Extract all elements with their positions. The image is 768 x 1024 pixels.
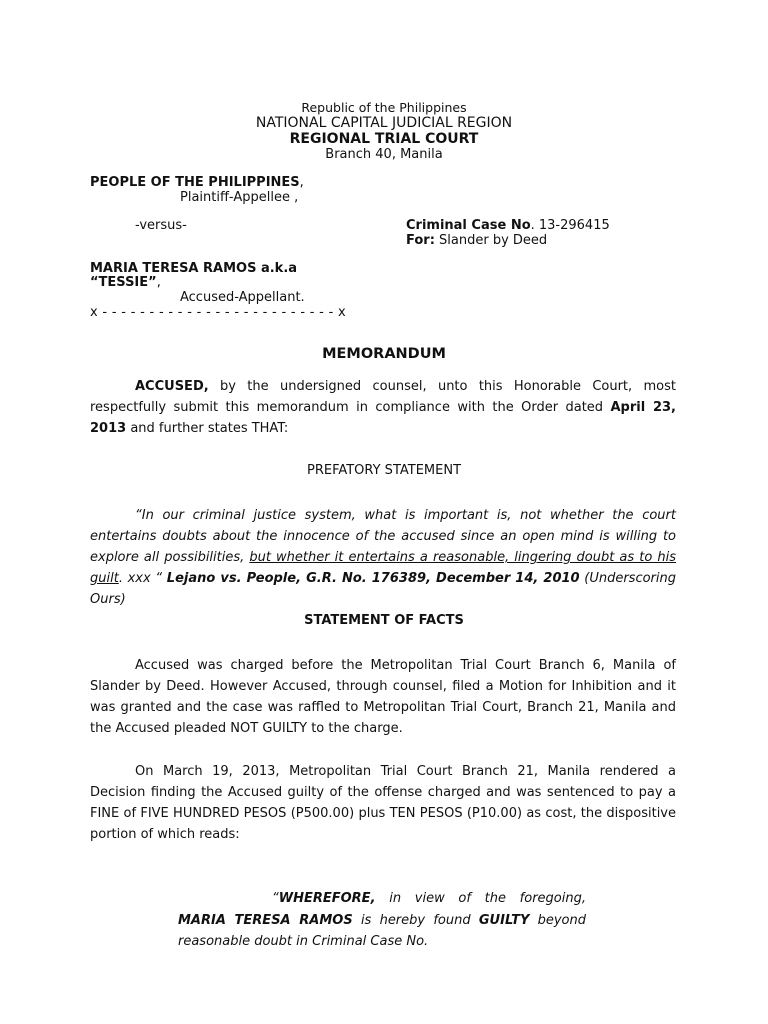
dispositive-text-1: in view of the foregoing, (375, 891, 586, 906)
intro-text-1: by the undersigned counsel, unto this Honorable Court, most respectfully submit this memorandum in compliance with the Order dated (90, 379, 676, 415)
branch-line: Branch 40, Manila (325, 147, 443, 162)
dispositive-quote (178, 888, 586, 953)
prefatory-quote (90, 505, 676, 610)
case-for-line (406, 233, 547, 249)
case-citation: Lejano vs. People, G.R. No. 176389, December 14, 2010 (166, 571, 580, 586)
intro-text-2: and further states THAT: (126, 421, 289, 436)
case-for-value: Slander by Deed (439, 233, 548, 248)
caption-separator: x - - - - - - - - - - - - - - - - - - - - - - - - - x (90, 305, 346, 320)
region-line: NATIONAL CAPITAL JUDICIAL REGION (255, 115, 513, 131)
accused-role: Accused-Appellant. (180, 290, 305, 305)
accused-comma: , (156, 275, 161, 290)
case-number-line (406, 218, 610, 234)
dispositive-open-quote: “ (272, 891, 279, 906)
document-title: MEMORANDUM (322, 346, 446, 362)
plaintiff-role: Plaintiff-Appellee , (180, 190, 299, 205)
plaintiff-name-line (90, 175, 304, 191)
prefatory-heading: PREFATORY STATEMENT (306, 463, 462, 478)
case-number-label: Criminal Case No (406, 218, 531, 233)
case-number-value: . 13-296415 (530, 218, 610, 233)
guilty-verdict: GUILTY (478, 912, 530, 928)
order-date: April 23, 2013 (90, 400, 677, 436)
facts-paragraph-2: On March 19, 2013, Metropolitan Trial Court Branch 21, Manila rendered a Decision finding the Accused guilty of the offense charged and was sentenced to pay a FINE of FIVE HUNDRED PESOS (P500.00) plus TEN PESOS (P10.00) as cost, the dispositive portion of which reads: (90, 764, 676, 842)
versus-label: -versus- (135, 218, 187, 233)
wherefore-label: WHEREFORE, (278, 891, 376, 906)
accused-name-line2 (90, 275, 161, 291)
accused-alias: “TESSIE” (90, 275, 157, 290)
citation-note: (Underscoring Ours) (90, 571, 677, 607)
facts-paragraph-1: Accused was charged before the Metropolitan Trial Court Branch 6, Manila of Slander by Deed. However Accused, through counsel, filed a Motion for Inhibition and it was granted and the case was raffled to Metropolitan Trial Court, Branch 21, Manila and the Accused pleaded NOT GUILTY to the charge. (90, 658, 676, 736)
intro-paragraph (90, 376, 676, 439)
plaintiff-name: PEOPLE OF THE PHILIPPINES (90, 175, 300, 190)
quote-underlined: but whether it entertains a reasonable, lingering doubt as to his guilt (90, 550, 676, 586)
court-line: REGIONAL TRIAL COURT (289, 131, 479, 147)
intro-lead: ACCUSED, (135, 379, 209, 394)
dispositive-text-3: beyond reasonable doubt in Criminal Case No. (178, 912, 586, 949)
dispositive-text-2: is hereby found (352, 912, 479, 928)
plaintiff-comma: , (299, 175, 304, 190)
accused-name-line1: MARIA TERESA RAMOS a.k.a (90, 261, 298, 276)
republic-line: Republic of the Philippines (301, 100, 467, 115)
facts-heading: STATEMENT OF FACTS (304, 613, 464, 628)
quote-text-1: “In our criminal justice system, what is important is, not whether the court entertains doubts about the innocence of the accused since an open mind is willing to explore all possibilities, (90, 508, 676, 565)
quote-text-2: . xxx “ (118, 571, 167, 586)
case-for-label: For: (406, 233, 435, 248)
accused-name-bold: MARIA TERESA RAMOS (178, 912, 353, 928)
court-header (0, 100, 768, 163)
